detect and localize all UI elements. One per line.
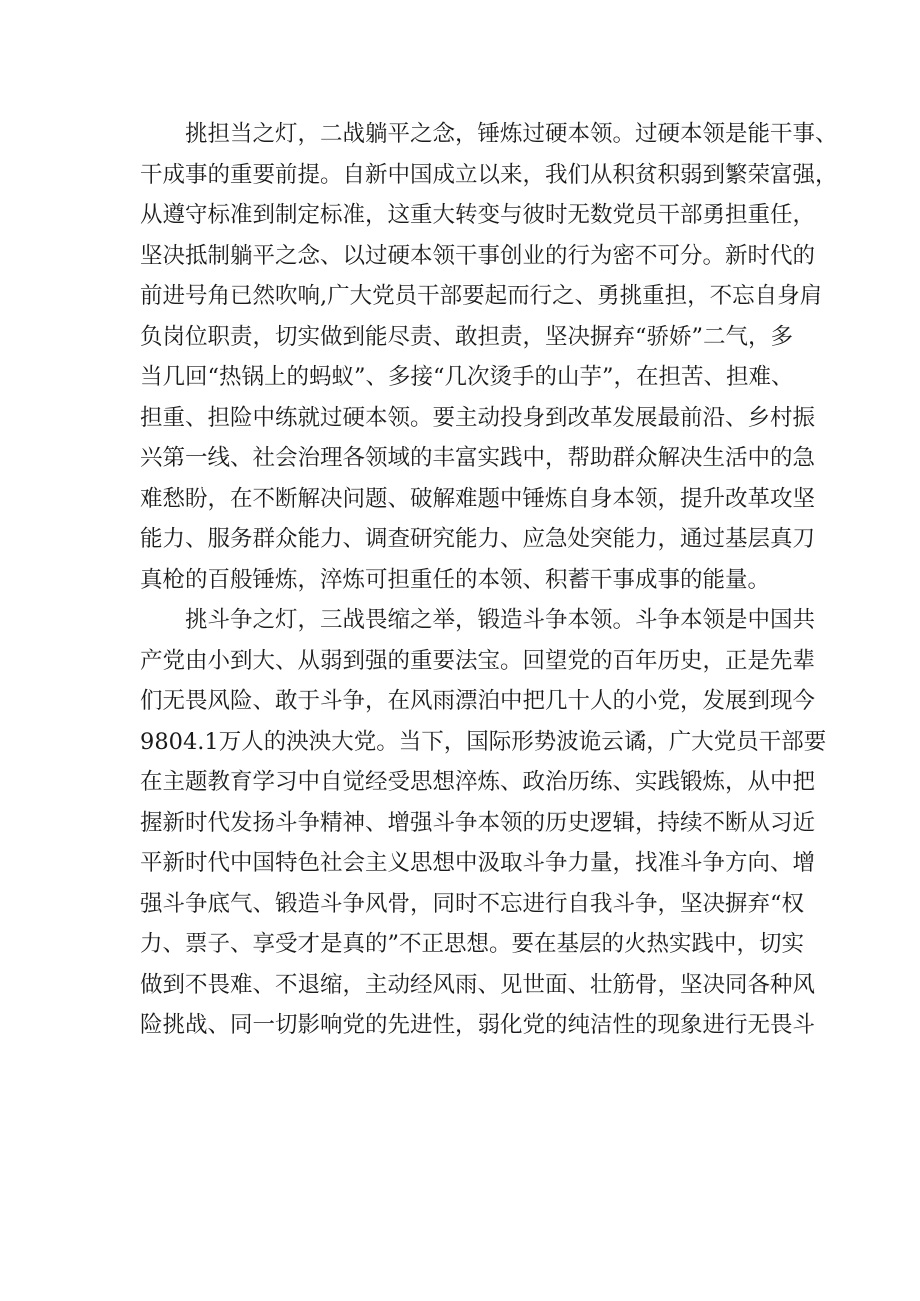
text-line: 当几回“热锅上的蚂蚁”、多接“几次烫手的山芋”，在担苦、担难、 — [140, 364, 794, 390]
text-line: 前进号角已然吹响,广大党员干部要起而行之、勇挑重担，不忘自身肩 — [140, 283, 823, 309]
text-line: 9804.1万人的泱泱大党。当下，国际形势波诡云谲，广大党员干部要 — [140, 728, 827, 755]
text-line: 能力、服务群众能力、调查研究能力、应急处突能力，通过基层真刀 — [140, 526, 816, 552]
text-line: 真枪的百般锤炼，淬炼可担重任的本领、积蓄干事成事的能量。 — [140, 566, 771, 593]
text-line: 难愁盼，在不断解决问题、破解难题中锤炼自身本领，提升改革攻坚 — [140, 485, 816, 512]
text-line: 强斗争底气、锻造斗争风骨，同时不忘进行自我斗争，坚决摒弃“权 — [140, 890, 805, 917]
document-body — [140, 114, 838, 1046]
text-line: 挑斗争之灯，三战畏缩之举，锻造斗争本领。斗争本领是中国共 — [185, 607, 816, 633]
text-line: 力、票子、享受才是真的”不正思想。要在基层的火热实践中，切实 — [140, 931, 805, 957]
paragraph-1 — [140, 114, 838, 600]
text-line: 挑担当之灯，二战躺平之念，锤炼过硬本领。过硬本领是能干事、 — [185, 121, 838, 147]
text-line: 在主题教育学习中自觉经受思想淬炼、政治历练、实践锻炼，从中把 — [140, 769, 816, 795]
text-line: 握新时代发扬斗争精神、增强斗争本领的历史逻辑，持续不断从习近 — [140, 809, 816, 836]
text-line: 险挑战、同一切影响党的先进性，弱化党的纯洁性的现象进行无畏斗 — [140, 1012, 816, 1038]
text-line: 兴第一线、社会治理各领域的丰富实践中，帮助群众解决生活中的急 — [140, 445, 816, 471]
text-line: 干成事的重要前提。自新中国成立以来，我们从积贫积弱到繁荣富强， — [140, 161, 838, 188]
text-line: 担重、担险中练就过硬本领。要主动投身到改革发展最前沿、乡村振 — [140, 404, 816, 431]
text-line: 从遵守标准到制定标准，这重大转变与彼时无数党员干部勇担重任， — [140, 202, 816, 228]
text-line: 平新时代中国特色社会主义思想中汲取斗争力量，找准斗争方向、增 — [140, 850, 816, 876]
text-line: 做到不畏难、不退缩，主动经风雨、见世面、壮筋骨，坚决同各种风 — [140, 971, 816, 998]
paragraph-2 — [140, 600, 827, 1046]
text-line: 们无畏风险、敢于斗争，在风雨漂泊中把几十人的小党，发展到现今 — [140, 688, 816, 714]
text-line: 负岗位职责，切实做到能尽责、敢担责，坚决摒弃“骄娇”二气，多 — [140, 323, 794, 350]
text-line: 坚决抵制躺平之念、以过硬本领干事创业的行为密不可分。新时代的 — [140, 242, 816, 269]
text-line: 产党由小到大、从弱到强的重要法宝。回望党的百年历史，正是先辈 — [140, 647, 816, 674]
